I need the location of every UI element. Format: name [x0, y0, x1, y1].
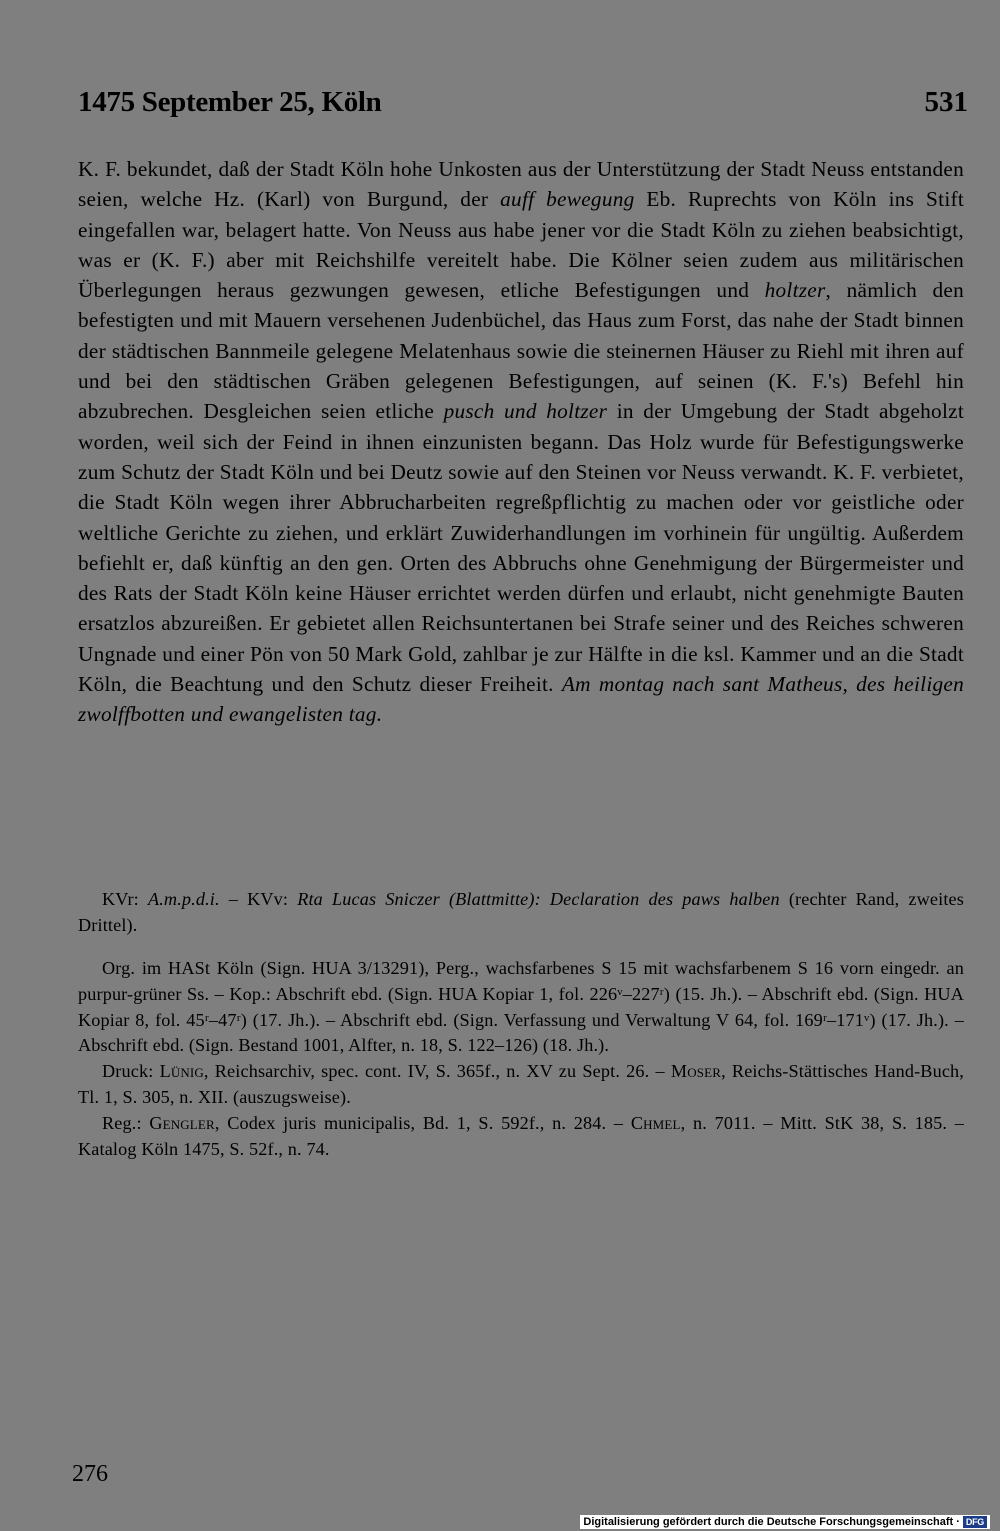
author-name: Moser — [670, 1061, 722, 1082]
kv-label: – KVv: — [219, 889, 298, 909]
text-segment: K. F. bekundet, daß der Stadt Köln hohe Unkosten aus der Unterstützung der Stadt Neuss entstanden seien, welche Hz. (Karl) von Burgund, der — [78, 157, 964, 212]
digitization-footer — [580, 1515, 990, 1529]
text-segment: Eb. Ruprechts von Köln ins Stift eingefallen war, belagert hatte. Von Neuss aus habe jener vor die Stadt Köln zu ziehen beabsichtigt, was er (K. F.) aber mit Reichshilfe vereitelt habe. Die Kölner seien zudem aus militärischen Überlegungen heraus gezwungen gewesen, etliche Befestigungen und — [78, 187, 964, 303]
author-name: Gengler — [149, 1112, 215, 1133]
document-date-title: 1475 September 25, Köln — [78, 86, 382, 118]
kv-value: A.m.p.d.i. — [147, 889, 220, 909]
note-paragraph — [78, 887, 964, 939]
kanzleivermerk-note — [78, 887, 964, 939]
apparatus-notes — [78, 956, 964, 1162]
author-name: Chmel — [630, 1112, 681, 1133]
header-page-number: 531 — [924, 86, 968, 118]
quote-segment: holtzer — [764, 278, 826, 303]
quote-segment: pusch und holtzer — [443, 399, 608, 424]
original-note: Org. im HASt Köln (Sign. HUA 3/13291), Perg., wachsfarbenes S 15 mit wachsfarbenem S 16 vorn eingedr. an purpur-grüner Ss. – Kop.: Abschrift ebd. (Sign. HUA Kopiar 1, fol. 226ᵛ–227ʳ) (15. Jh.). – Abschrift ebd. (Sign. HUA Kopiar 8, fol. 45ʳ–47ʳ) (17. Jh.). – Abschrift ebd. (Sign. Verfassung und Verwaltung V 64, fol. 169ʳ–171ᵛ) (17. Jh.). – Abschrift ebd. (Sign. Bestand 1001, Alfter, n. 18, S. 122–126) (18. Jh.). — [78, 958, 964, 1056]
kv-value: Rta Lucas Sniczer (Blattmitte): Declaration des paws halben — [297, 889, 780, 909]
page-number: 276 — [72, 1461, 108, 1487]
regest-note: Reg.: Gengler, Codex juris municipalis, Bd. 1, S. 592f., n. 284. – Chmel, n. 7011. – Mitt. StK 38, S. 185. – Katalog Köln 1475, S. 52f., n. 74. — [78, 1112, 964, 1159]
text-segment: , nämlich den befestigten und mit Mauern versehenen Judenbüchel, das Haus zum Forst, das nahe der Stadt binnen der städtischen Bannmeile gelegene Melatenhaus sowie die steinernen Häuser zu Riehl mit ihren auf und bei den städtischen Gräben gelegenen Befestigungen, auf seinen (K. F.'s) Befehl hin abzubrechen. Desgleichen seien etliche — [78, 278, 964, 424]
quote-segment: Am montag nach sant Matheus, des heiligen zwolffbotten und ewangelisten tag. — [78, 672, 964, 727]
text-segment: in der Umgebung der Stadt abgeholzt worden, weil sich der Feind in ihnen einzunisten begann. Das Holz wurde für Befestigungswerke zum Schutz der Stadt Köln und bei Deutz sowie auf den Steinen vor Neuss verwandt. K. F. verbietet, die Stadt Köln wegen ihrer Abbrucharbeiten regreßpflichtig zu machen oder vor geistliche oder weltliche Gerichte zu ziehen, und erklärt Zuwiderhandlungen im vorhinein für ungültig. Außerdem befiehlt er, daß künftig an den gen. Orten des Abbruchs ohne Genehmigung der Bürgermeister und des Rats der Stadt Köln keine Häuser errichtet werden dürfen und erlaubt, nicht genehmigte Bauten ersatzlos abzureißen. Er gebietet allen Reichsuntertanen bei Strafe seiner und des Reiches schweren Ungnade und einer Pön von 50 Mark Gold, zahlbar je zur Hälfte in die ksl. Kammer und an die Stadt Köln, die Beachtung und den Schutz dieser Freiheit. — [78, 399, 964, 697]
regest-paragraph — [78, 154, 964, 730]
druck-note: Druck: Lünig, Reichsarchiv, spec. cont. IV, S. 365f., n. XV zu Sept. 26. – Moser, Reichs-Stättisches Hand-Buch, Tl. 1, S. 305, n. XII. (auszugsweise). — [78, 1061, 964, 1107]
page-header — [78, 86, 968, 130]
quote-segment: auff bewegung — [500, 187, 635, 212]
dfg-logo-icon: DFG — [963, 1516, 987, 1528]
kv-tail: (rechter Rand, zweites Drittel). — [78, 889, 964, 935]
footer-text: Digitalisierung gefördert durch die Deutsche Forschungsgemeinschaft · — [583, 1516, 960, 1528]
regest-text — [78, 154, 964, 730]
kv-label: KVr: — [102, 889, 148, 909]
author-name: Lünig — [159, 1061, 204, 1082]
